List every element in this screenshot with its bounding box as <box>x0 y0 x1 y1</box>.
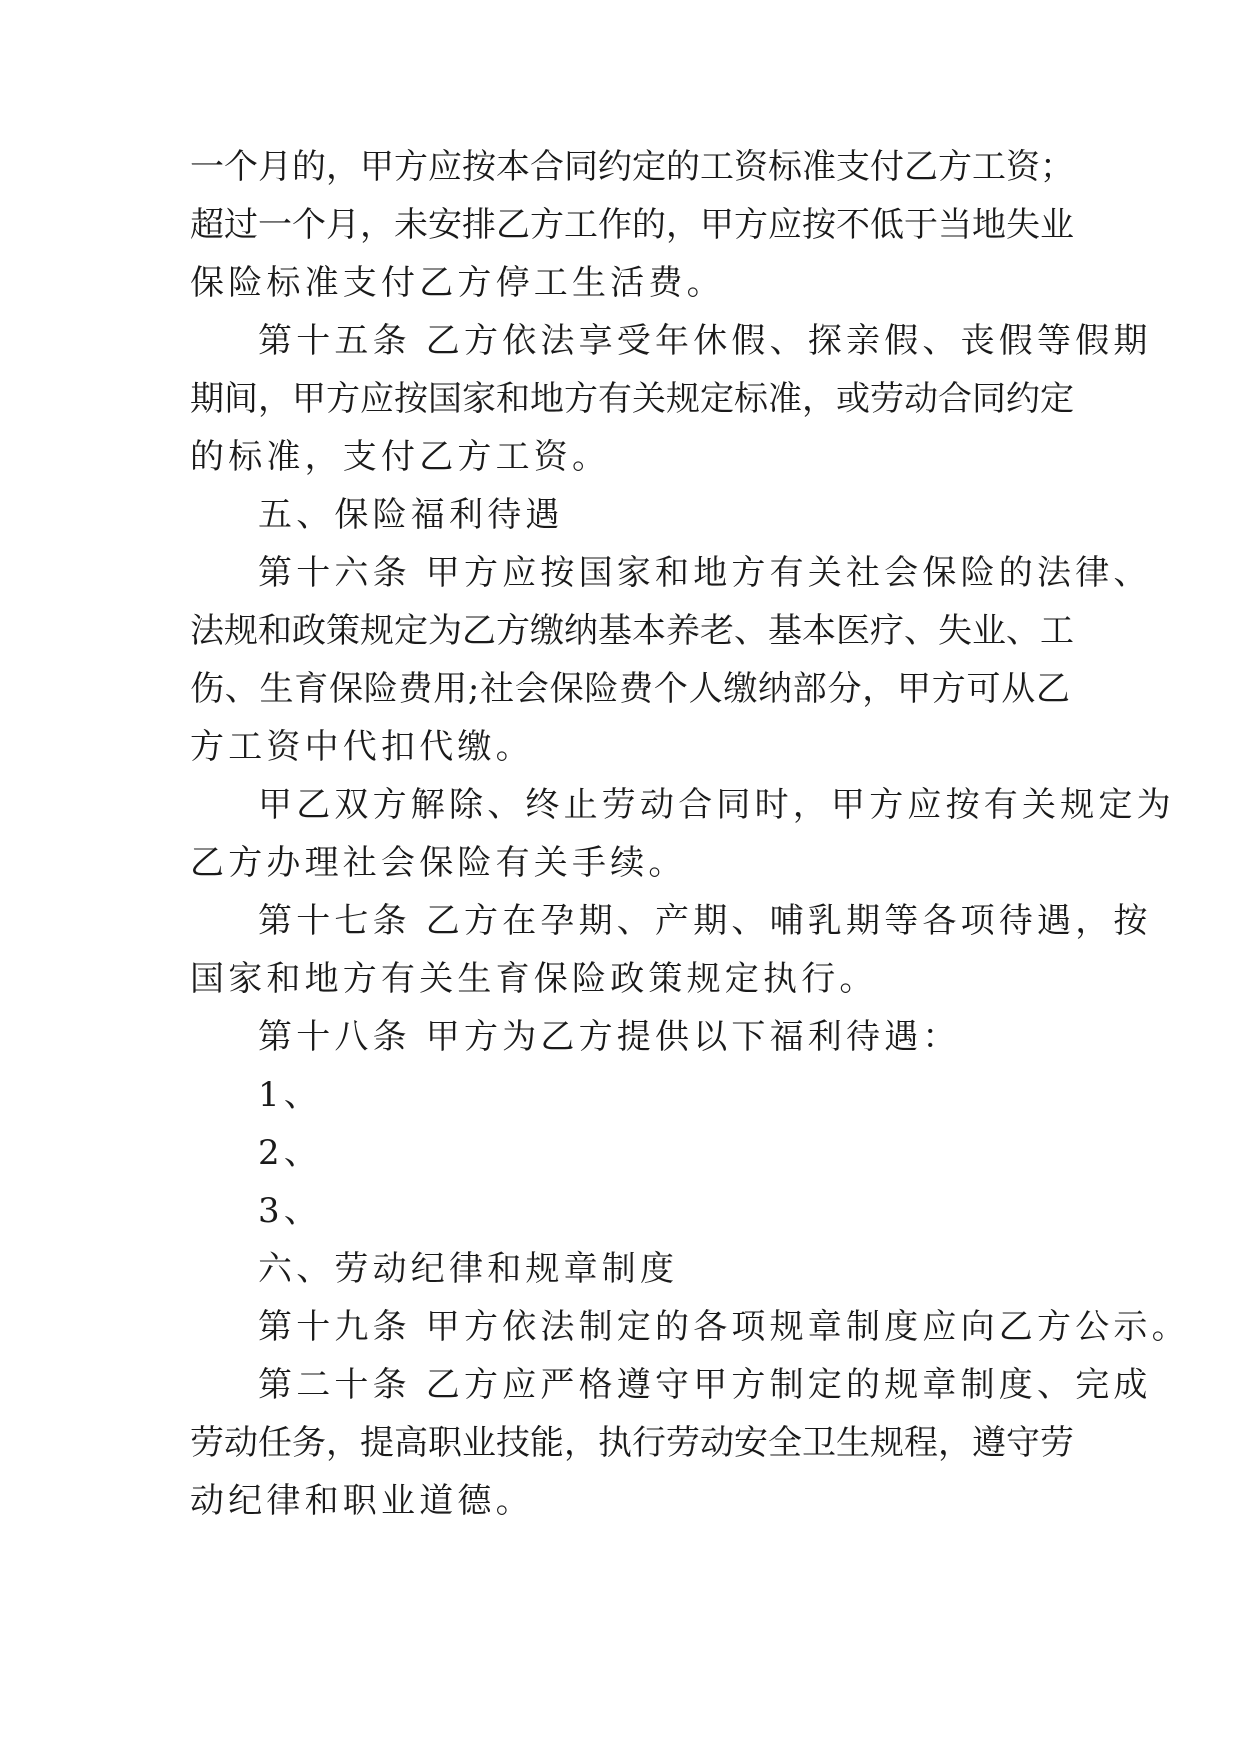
list-item: 3、 <box>258 1191 323 1231</box>
section-6-title: 六、劳动纪律和规章制度 <box>258 1249 679 1289</box>
text-line: 超过一个月，未安排乙方工作的，甲方应按不低于当地失业 <box>190 205 1074 245</box>
text-line: 的标准，支付乙方工资。 <box>190 437 611 477</box>
article-19-heading: 第十九条 甲方依法制定的各项规章制度应向乙方公示。 <box>258 1307 1190 1347</box>
text-line: 动纪律和职业道德。 <box>190 1481 534 1521</box>
article-16-heading: 第十六条 甲方应按国家和地方有关社会保险的法律、 <box>258 553 1152 593</box>
text-line: 一个月的，甲方应按本合同约定的工资标准支付乙方工资； <box>190 147 1074 187</box>
text-line: 乙方办理社会保险有关手续。 <box>190 843 687 883</box>
list-item: 1、 <box>258 1075 323 1115</box>
section-5-title: 五、保险福利待遇 <box>258 495 564 535</box>
article-20-heading: 第二十条 乙方应严格遵守甲方制定的规章制度、完成 <box>258 1365 1152 1405</box>
text-line: 国家和地方有关生育保险政策规定执行。 <box>190 959 878 999</box>
paragraph-start: 甲乙双方解除、终止劳动合同时，甲方应按有关规定为 <box>258 785 1175 825</box>
text-line: 方工资中代扣代缴。 <box>190 727 534 767</box>
article-15-heading: 第十五条 乙方依法享受年休假、探亲假、丧假等假期 <box>258 321 1152 361</box>
text-line: 期间，甲方应按国家和地方有关规定标准，或劳动合同约定 <box>190 379 1074 419</box>
text-line: 劳动任务，提高职业技能，执行劳动安全卫生规程，遵守劳 <box>190 1423 1074 1463</box>
text-line: 保险标准支付乙方停工生活费。 <box>190 263 725 303</box>
text-line: 伤、生育保险费用;社会保险费个人缴纳部分，甲方可从乙 <box>190 669 1070 709</box>
list-item: 2、 <box>258 1133 323 1173</box>
article-18-heading: 第十八条 甲方为乙方提供以下福利待遇： <box>258 1017 961 1057</box>
text-line: 法规和政策规定为乙方缴纳基本养老、基本医疗、失业、工 <box>190 611 1074 651</box>
article-17-heading: 第十七条 乙方在孕期、产期、哺乳期等各项待遇，按 <box>258 901 1152 941</box>
